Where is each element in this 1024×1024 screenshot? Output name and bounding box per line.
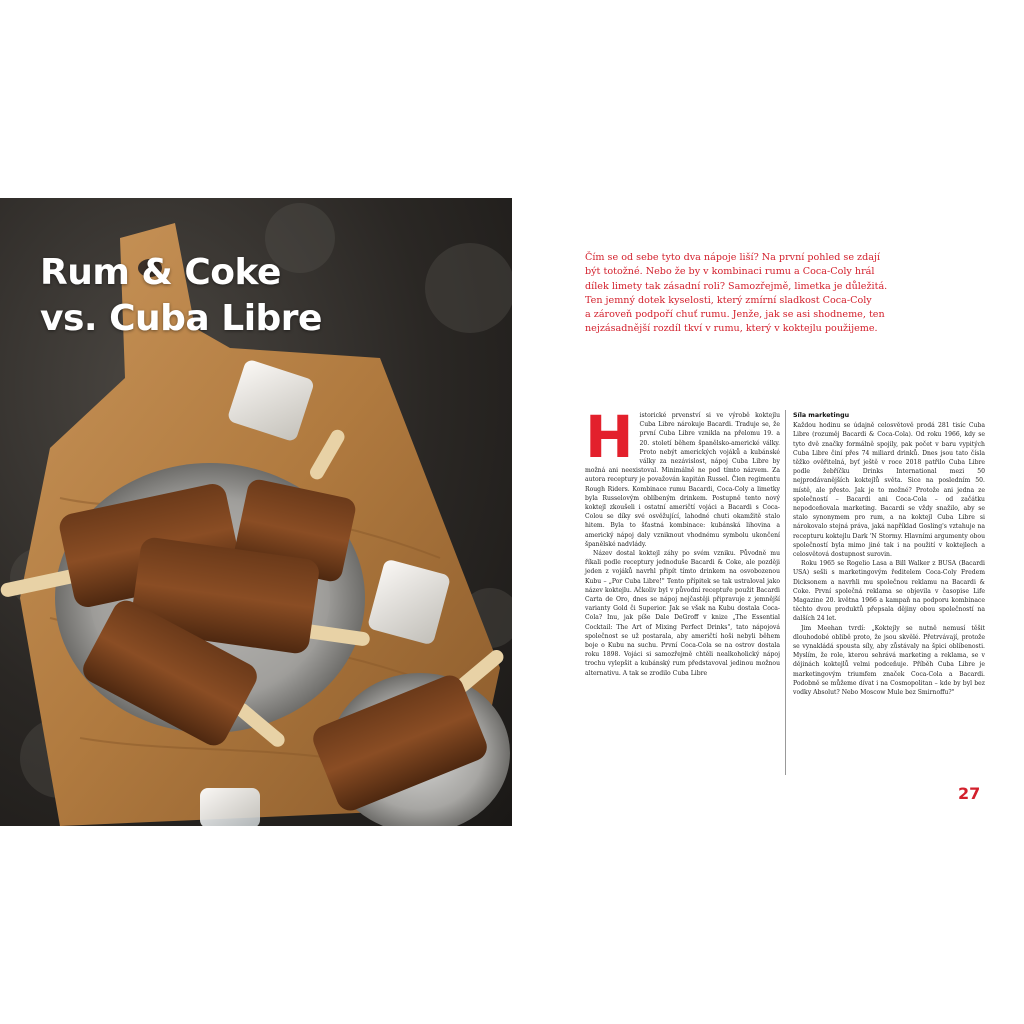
- intro-line: být totožné. Nebo že by v kombinaci rumu a Coca-Coly hrál: [585, 266, 875, 278]
- headline: [40, 250, 322, 342]
- page-number: 27: [958, 784, 981, 803]
- column-divider: [785, 410, 786, 775]
- intro-paragraph: [585, 251, 925, 337]
- paragraph: Název dostal koktejl záhy po svém vzniku. Původně mu říkali podle receptury jednoduše Bacardi & Coke, ale později jeden z vojáků navrhl připít tímto drinkem na osvobozenou Kubu – „Por Cuba Libre!" Tento přípitek se tak ustraloval jako název koktejlu. Ačkoliv byl v původní receptuře použit Bacardi Carta de Oro, dnes se nápoj nejčastěji připravuje z jemnější varianty Gold či Superior. Jak se však na Kubu dostala Coca-Cola? Inu, jak píše Dale DeGroff v knize „The Essential Cocktail: The Art of Mixing Perfect Drinks", tato nápojová společnost se už postarala, aby američtí hoši nebyli během boje o Kubu na suchu. První Coca-Cola se na ostrov dostala roku 1898. Vojáci si samozřejmě chtěli nealkoholický nápoj trochu vylepšit a kubánský rum představoval jedinou možnou alternativu. A tak se zrodilo Cuba Libre: [585, 550, 780, 677]
- intro-line: dílek limety tak zásadní roli? Samozřejmě, limetka je důležitá.: [585, 280, 888, 292]
- paragraph: Roku 1965 se Rogelio Lasa a Bill Walker z BUSA (Bacardi USA) sešli s marketingovým ředitelem Coca-Coly Fredem Dicksonem a navrhli mu společnou reklamu na Bacardi & Coke. První společná reklama se objevila v časopise Life Magazine 20. května 1966 a kampaň na podporu kombinace těchto dvou produktů přepsala dějiny obou společností na dalších 24 let.: [793, 560, 985, 623]
- section-subheading: Síla marketingu: [793, 412, 850, 419]
- paragraph: Jim Meehan tvrdí: „Koktejly se nutně nemusí těšit dlouhodobé oblibě proto, že jsou skvělé. Přetrvávají, protože se vynakládá spousta síly, aby zůstávaly na špici oblíbenosti. Myslím, že role, kterou sehrává marketing a reklama, se v dějinách koktejlů velmi podceňuje. Příběh Cuba Libre je marketingovým triumfem značek Coca-Cola a Bacardi. Podobně se můžeme dívat i na Cosmopolitan – kde by byl bez vodky Absolut? Nebo Moscow Mule bez Smirnoffu?": [793, 624, 985, 697]
- intro-line: Ten jemný dotek kyselosti, který zmírní sladkost Coca-Coly: [585, 294, 872, 306]
- paragraph: Každou hodinu se údajně celosvětově prodá 281 tisíc Cuba Libre (rozuměj Bacardi & Coca-Cola). Od roku 1966, kdy se tyto dvě značky formálně spojily, pak počet v baru vypitých Cuba Libre činí přes 74 miliard drinků. Dnes jsou tato čísla těžko ověřitelná, byť ještě v roce 2018 patřilo Cuba Libre podle žebříčku Drinks International mezi 50 nejprodávanějších koktejlů světa. Sice na posledním 50. místě, ale přesto. Jak je to možné? Protože ani jedna ze společností – Bacardi ani Coca-Cola – od začátku nepodceňovala marketing. Bacardi se vždy snažilo, aby se stalo synonymem pro rum, a na koktejl Cuba Libre si nárokovalo stejná práva, jaká například Gosling's vztahuje na recepturu koktejlu Dark 'N Stormy. Hlavními argumenty obou společností byla mimo jiné tak i na použití v koktejlech a celosvětová dostupnost surovin.: [793, 422, 985, 559]
- headline-line-2: vs. Cuba Libre: [40, 298, 322, 339]
- intro-line: a zároveň podpoří chuť rumu. Jenže, jak se asi shodneme, ten: [585, 309, 885, 321]
- intro-line: nejzásadnější rozdíl tkví v rumu, který v koktejlu použijeme.: [585, 323, 878, 335]
- paragraph: istorické prvenství si ve výrobě koktejlu Cuba Libre nárokuje Bacardi. Traduje se, že první Cuba Libre vznikla na přelomu 19. a 20. století během španělsko-americké války. Proto nebýt amerických vojáků a kubánské války za nezávislost, nápoj Cuba Libre by možná ani neexistoval. Minimálně ne pod tímto názvem. Za autora receptury je považován kapitán Russel. Člen regimentu Rough Riders. Kombinace rumu Bacardi, Coca-Coly a limetky byla Russelovým oblíbeným drinkem. Postupně tento nový koktejl zkoušeli i ostatní američtí vojáci a Bacardi s Coca-Colou se díky své osvěžující, lahodné chuti okamžitě stalo hitem. Byla to šťastná kombinace: kubánská lihovina a americký nápoj daly vzniknout vhodnému symbolu ukončení španělské nadvlády.: [585, 412, 780, 548]
- intro-line: Čím se od sebe tyto dva nápoje liší? Na první pohled se zdají: [585, 252, 881, 263]
- article-column-1: [585, 403, 780, 678]
- article-column-2: [793, 411, 985, 697]
- headline-line-1: Rum & Coke: [40, 252, 281, 293]
- drop-cap: H: [585, 403, 634, 471]
- cover-photo: [0, 198, 512, 826]
